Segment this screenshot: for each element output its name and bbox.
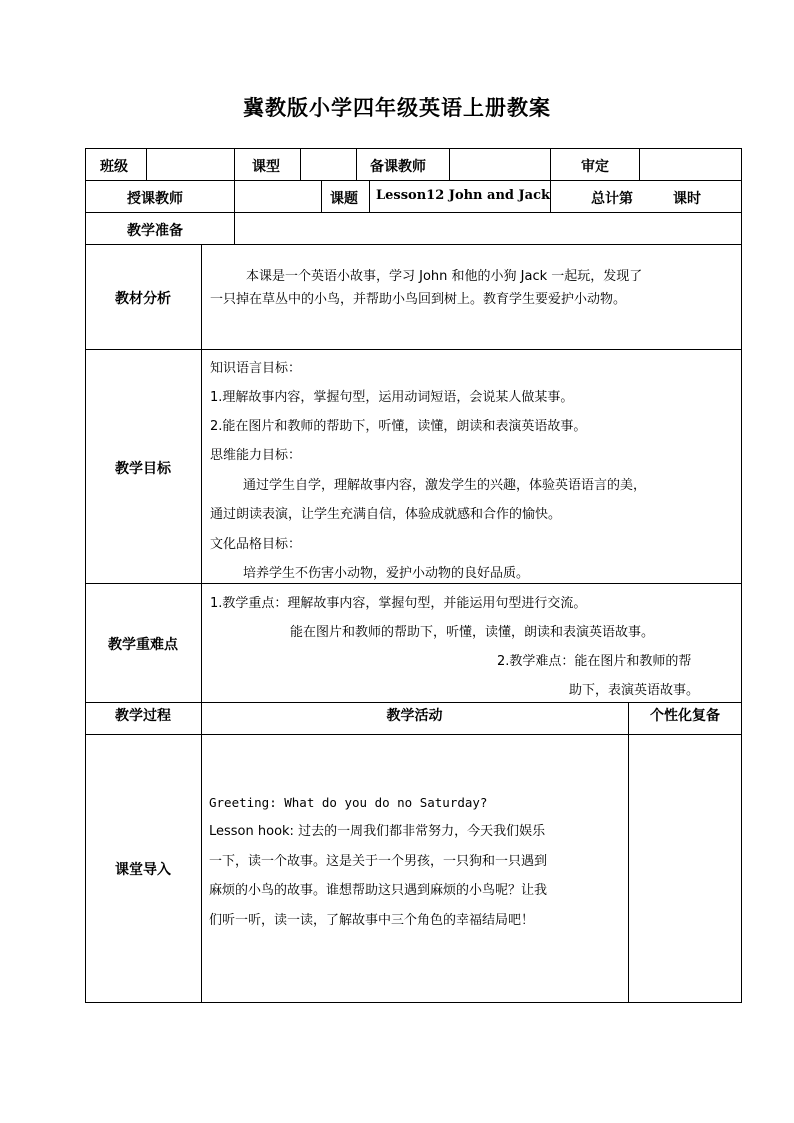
difficulties-label: 教学重难点 [108, 637, 178, 653]
intro-line: Greeting: What do you do no Saturday? [209, 795, 488, 810]
process-label: 教学过程 [115, 708, 171, 724]
personal-notes-label: 个性化复备 [650, 708, 720, 724]
review-label: 审定 [581, 159, 609, 175]
goal-line: 2.能在图片和教师的帮助下，听懂，读懂，朗读和表演英语故事。 [210, 419, 587, 434]
class-label: 班级 [100, 159, 128, 175]
analysis-label: 教材分析 [115, 291, 171, 307]
col-divider [628, 702, 629, 1003]
intro-label: 课堂导入 [115, 862, 171, 878]
prep-teacher-label: 备课教师 [370, 159, 426, 175]
col-divider [369, 180, 370, 212]
col-divider [234, 180, 235, 212]
goal-line: 通过学生自学，理解故事内容，激发学生的兴趣，体验英语语言的美， [243, 478, 647, 493]
goal-line: 思维能力目标： [210, 448, 302, 463]
prep-label: 教学准备 [127, 223, 183, 239]
lesson-type-label: 课型 [252, 159, 280, 175]
col-divider [550, 180, 551, 212]
col-divider [639, 148, 640, 180]
row-divider [85, 212, 742, 213]
topic-value: Lesson12 John and Jack [376, 188, 551, 203]
goal-line: 1.理解故事内容，掌握句型，运用动词短语，会说某人做某事。 [210, 390, 574, 405]
difficulty-line: 能在图片和教师的帮助下，听懂，读懂，朗读和表演英语故事。 [290, 625, 655, 640]
activity-label: 教学活动 [386, 708, 443, 724]
total-label: 总计第 [591, 191, 633, 207]
difficulty-line: 1.教学重点：理解故事内容，掌握句型，并能运用句型进行交流。 [210, 596, 587, 611]
intro-line: 一下，读一个故事。这是关于一个男孩，一只狗和一只遇到 [209, 854, 548, 869]
col-divider [146, 148, 147, 180]
difficulty-line: 2.教学难点：能在图片和教师的帮 [497, 654, 692, 669]
col-divider [356, 148, 357, 180]
teacher-label: 授课教师 [127, 191, 183, 207]
row-divider [85, 180, 742, 181]
col-divider [300, 148, 301, 180]
row-divider [85, 349, 742, 350]
goal-line: 知识语言目标： [210, 361, 302, 376]
intro-line: 麻烦的小鸟的故事。谁想帮助这只遇到麻烦的小鸟呢？让我 [209, 883, 548, 898]
intro-line: Lesson hook: 过去的一周我们都非常努力，今天我们娱乐 [209, 824, 546, 839]
row-divider [85, 244, 742, 245]
goal-line: 培养学生不伤害小动物，爱护小动物的良好品质。 [243, 566, 530, 581]
col-divider [449, 148, 450, 180]
difficulty-line: 助下，表演英语故事。 [569, 683, 700, 698]
goals-label: 教学目标 [115, 461, 171, 477]
row-divider [85, 734, 742, 735]
analysis-line: 本课是一个英语小故事，学习 John 和他的小狗 Jack 一起玩，发现了 [246, 269, 643, 284]
col-divider [550, 148, 551, 180]
goal-line: 文化品格目标： [210, 537, 302, 552]
intro-line: 们听一听，读一读，了解故事中三个角色的幸福结局吧！ [209, 913, 535, 928]
page-title: 冀教版小学四年级英语上册教案 [243, 96, 551, 120]
period-label: 课时 [673, 191, 701, 207]
goal-line: 通过朗读表演，让学生充满自信，体验成就感和合作的愉快。 [210, 507, 562, 522]
col-divider [234, 212, 235, 244]
analysis-line: 一只掉在草丛中的小鸟，并帮助小鸟回到树上。教育学生要爱护小动物。 [210, 292, 627, 307]
col-divider [201, 244, 202, 1003]
topic-label: 课题 [330, 191, 358, 207]
col-divider [321, 180, 322, 212]
col-divider [234, 148, 235, 180]
